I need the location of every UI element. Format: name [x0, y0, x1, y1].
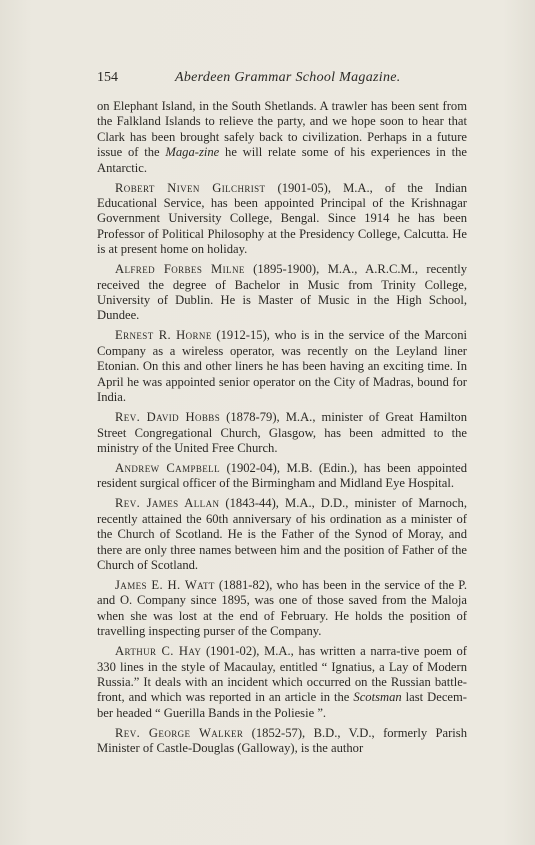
paragraph [97, 644, 467, 721]
paragraph [97, 496, 467, 573]
article-body [97, 99, 467, 761]
paragraph [97, 328, 467, 405]
person-name: Rev. George Walker [115, 725, 244, 740]
person-name: Ernest R. Horne [115, 328, 212, 343]
person-name: Robert Niven Gilchrist [115, 180, 266, 195]
paragraph-text: (1878-79), M.A., minister of Great Hamilton Street Congregational Church, Glasgow, has been admitted to the ministry of the United Free Church. [97, 410, 468, 455]
paragraph-text: (1852-57), B.D., V.D., formerly Parish Minister of Castle-Douglas (Galloway), is the author [97, 725, 467, 756]
paragraph-text: on Elephant Island, in the South Shetlands. A trawler has been sent from the Falkland Islands to relieve the party, and we hope soon to hear that Clark has been brought safely back to civilization. Perhaps in a future issue of the [97, 99, 467, 160]
paragraph-text: (1881-82), who has been in the service of the P. and O. Company since 1895, was one of those saved from the Maloja when she was lost at the end of February. He holds the position of travelling inspecting purser of the Company. [97, 577, 467, 639]
paragraph [97, 410, 467, 456]
person-name: Rev. James Allan [115, 496, 220, 511]
paragraph [97, 99, 467, 176]
paragraph-text: (1901-02), M.A., has written a narra-tive poem of 330 lines in the style of Macaulay, entitled “ Ignatius, a Lay of Modern Russia.” It deals with an incident which occurred on the Russian battle-front, and which was reported in an article in the [97, 644, 468, 705]
paragraph [97, 461, 467, 492]
person-name: Arthur C. Hay [115, 644, 202, 659]
paragraph-text: (1843-44), M.A., D.D., minister of Marnoch, recently attained the 60th anniversary of his ordination as a minister of the Church of Scotland. He is the Father of the Synod of Moray, and there are only three names between him and the position of Father of the Church of Scotland. [97, 496, 467, 572]
paragraph [97, 578, 467, 640]
paragraph-text: last Decem-ber headed “ Guerilla Bands in the Poliesie ”. [97, 690, 467, 720]
paragraph-text: (1902-04), M.B. (Edin.), has been appointed resident surgical officer of the Birmingham and Midland Eye Hospital. [97, 460, 467, 491]
page-number: 154 [97, 70, 118, 85]
paragraph [97, 262, 467, 324]
running-title: Aberdeen Grammar School Magazine. [175, 70, 401, 85]
italic-text: Maga-zine [165, 145, 220, 160]
paragraph-text: he will relate some of his experiences in the Antarctic. [97, 145, 467, 175]
italic-text: Scotsman [353, 690, 402, 705]
person-name: Andrew Campbell [115, 460, 220, 475]
person-name: James E. H. Watt [115, 577, 215, 592]
paragraph [97, 181, 467, 258]
person-name: Alfred Forbes Milne [115, 262, 245, 277]
paragraph [97, 726, 467, 757]
paragraph-text: (1901-05), M.A., of the Indian Educational Service, has been appointed Principal of the Krishnagar Government University College, Bengal. Since 1914 he has been Professor of Political Philosophy at the Presidency College, Calcutta. He is at present home on holiday. [97, 180, 468, 257]
page-header [97, 70, 467, 86]
paragraph-text: (1912-15), who is in the service of the Marconi Company as a wireless operator, was recently on the Leyland liner Etonian. On this and other liners he has been having an exciting time. In April he was appointed senior operator on the City of Madras, bound for India. [97, 328, 467, 405]
person-name: Rev. David Hobbs [115, 410, 221, 425]
paragraph-text: (1895-1900), M.A., A.R.C.M., recently received the degree of Bachelor in Music from Trinity College, University of Dublin. He is Master of Music in the High School, Dundee. [97, 262, 467, 323]
